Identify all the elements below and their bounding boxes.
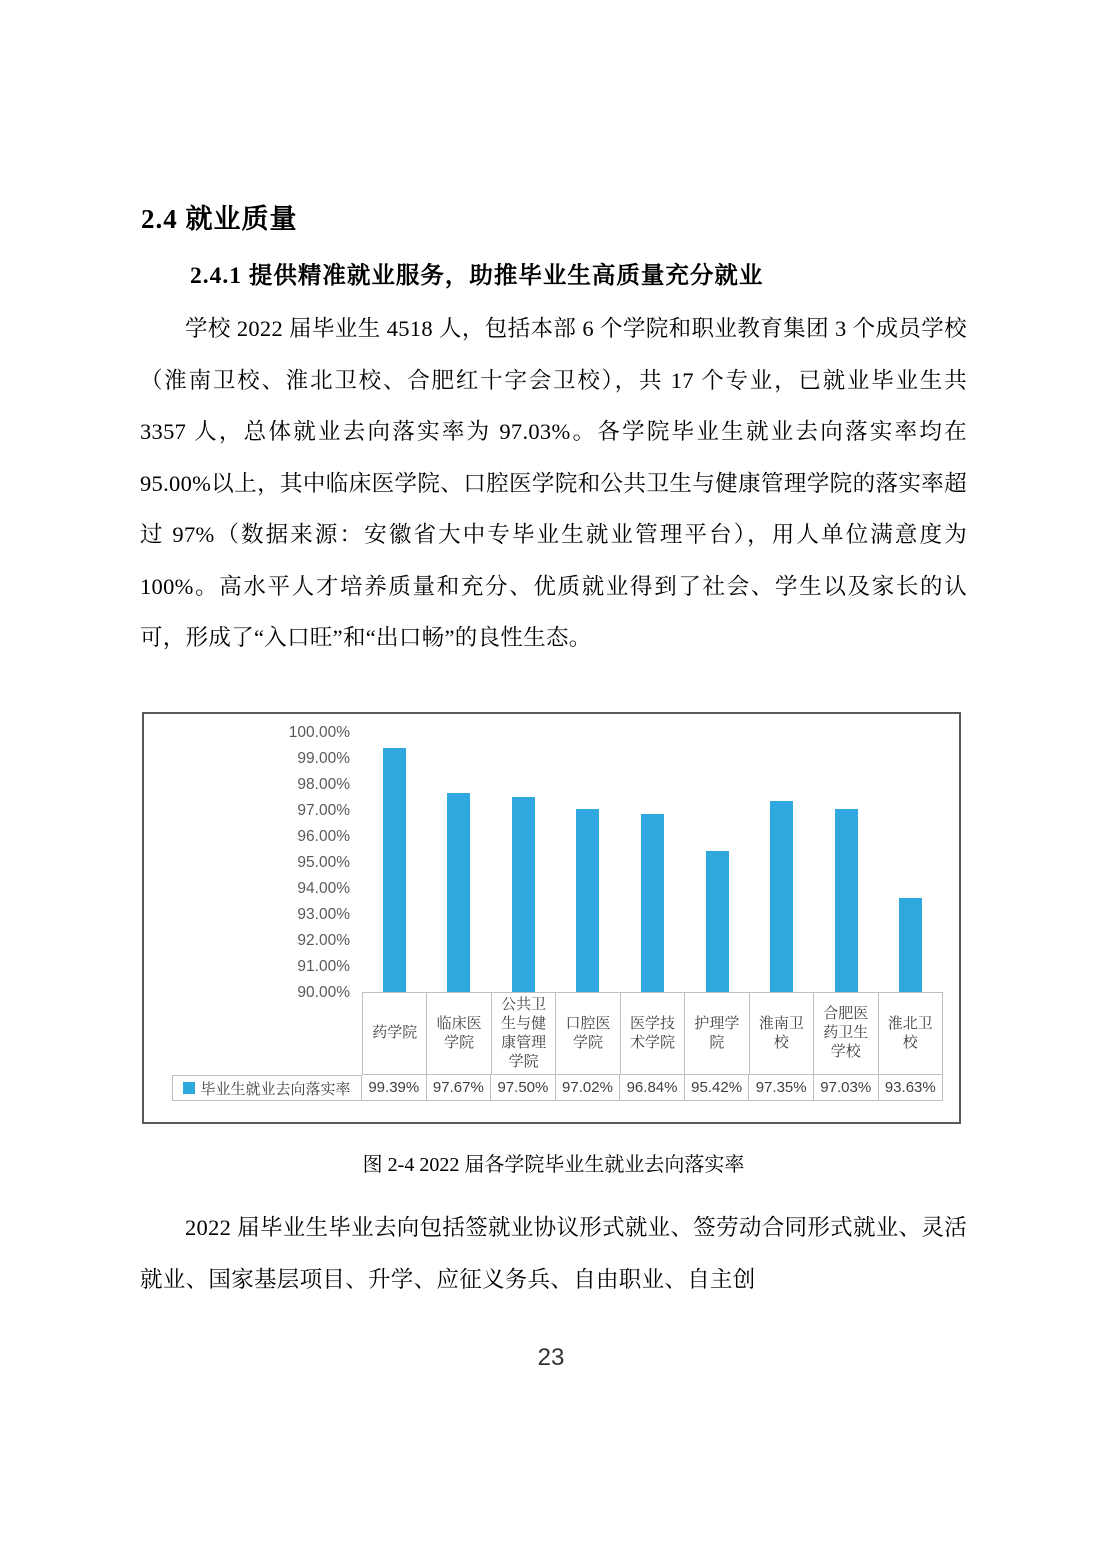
figure-chart <box>142 712 961 1124</box>
bar <box>383 748 406 992</box>
section-heading: 2.4 就业质量 <box>141 204 298 234</box>
paragraph-employment-summary: 学校 2022 届毕业生 4518 人，包括本部 6 个学院和职业教育集团 3 个成员学校（淮南卫校、淮北卫校、合肥红十字会卫校），共 17 个专业，已就业毕业生共 3357 人，总体就业去向落实率为 97.03%。各学院毕业生就业去向落实率均在 95.00%以上，其中临床医学院、口腔医学院和公共卫生与健康管理学院的落实率超过 97%（数据来源：安徽省大中专毕业生就业管理平台），用人单位满意度为 100%。高水平人才培养质量和充分、优质就业得到了社会、学生以及家长的认可，形成了“入口旺”和“出口畅”的良性生态。 <box>140 316 967 650</box>
bar-column <box>556 809 621 992</box>
bar <box>835 809 858 992</box>
y-axis-tick-label: 94.00% <box>297 880 350 897</box>
value-cell: 97.50% <box>491 1075 556 1101</box>
value-cell: 95.42% <box>685 1075 750 1101</box>
paragraph-graduation-paths: 2022 届毕业生毕业去向包括签就业协议形式就业、签劳动合同形式就业、灵活就业、国家基层项目、升学、应征义务兵、自由职业、自主创 <box>140 1215 967 1292</box>
y-axis-tick-label: 90.00% <box>297 984 350 1001</box>
category-cell: 口腔医学院 <box>555 993 619 1074</box>
bar-column <box>620 814 685 992</box>
category-cell: 合肥医药卫生学校 <box>813 993 877 1074</box>
category-row <box>362 992 943 1075</box>
y-axis-tick-label: 95.00% <box>297 854 350 871</box>
legend-row <box>172 1075 943 1101</box>
subsection-heading: 2.4.1 提供精准就业服务，助推毕业生高质量充分就业 <box>190 263 764 289</box>
chart-inner <box>144 714 959 1122</box>
y-axis-tick-label: 97.00% <box>297 802 350 819</box>
y-axis-tick-label: 100.00% <box>288 724 350 741</box>
bar <box>770 801 793 992</box>
y-axis-tick-label: 96.00% <box>297 828 350 845</box>
value-cell: 96.84% <box>620 1075 685 1101</box>
value-cell: 97.67% <box>427 1075 492 1101</box>
y-axis-tick-label: 99.00% <box>297 750 350 767</box>
category-cell: 公共卫生与健康管理学院 <box>491 993 555 1074</box>
category-cell: 医学技术学院 <box>620 993 684 1074</box>
category-cell: 药学院 <box>372 1025 418 1041</box>
bar-column <box>749 801 814 992</box>
y-axis-tick-label: 98.00% <box>297 776 350 793</box>
category-cell: 护理学院 <box>684 993 748 1074</box>
category-cell: 淮北卫校 <box>878 993 942 1074</box>
plot-area <box>362 714 943 992</box>
bar <box>706 851 729 992</box>
category-cell: 淮南卫校 <box>749 993 813 1074</box>
bar-column <box>879 898 944 992</box>
category-cell: 临床医学院 <box>426 993 490 1074</box>
bar-column <box>427 793 492 992</box>
value-cell: 97.02% <box>556 1075 621 1101</box>
value-cell: 93.63% <box>879 1075 944 1101</box>
legend-swatch-icon <box>183 1082 195 1094</box>
bar-column <box>362 748 427 992</box>
bar-column <box>685 851 750 992</box>
page-number: 23 <box>537 1344 565 1371</box>
y-axis-tick-label: 93.00% <box>297 906 350 923</box>
bar <box>447 793 470 992</box>
y-axis-tick-label: 92.00% <box>297 932 350 949</box>
legend-series-label: 毕业生就业去向落实率 <box>200 1081 351 1098</box>
bar <box>641 814 664 992</box>
value-cell: 97.35% <box>749 1075 814 1101</box>
bar <box>899 898 922 992</box>
value-cell: 99.39% <box>362 1075 427 1101</box>
bar-column <box>814 809 879 992</box>
bar <box>576 809 599 992</box>
bar-column <box>491 797 556 992</box>
y-axis <box>144 714 350 1006</box>
bar <box>512 797 535 992</box>
legend-cell <box>172 1075 362 1101</box>
figure-caption: 图 2-4 2022 届各学院毕业生就业去向落实率 <box>362 1154 745 1176</box>
y-axis-tick-label: 91.00% <box>297 958 350 975</box>
value-cell: 97.03% <box>814 1075 879 1101</box>
